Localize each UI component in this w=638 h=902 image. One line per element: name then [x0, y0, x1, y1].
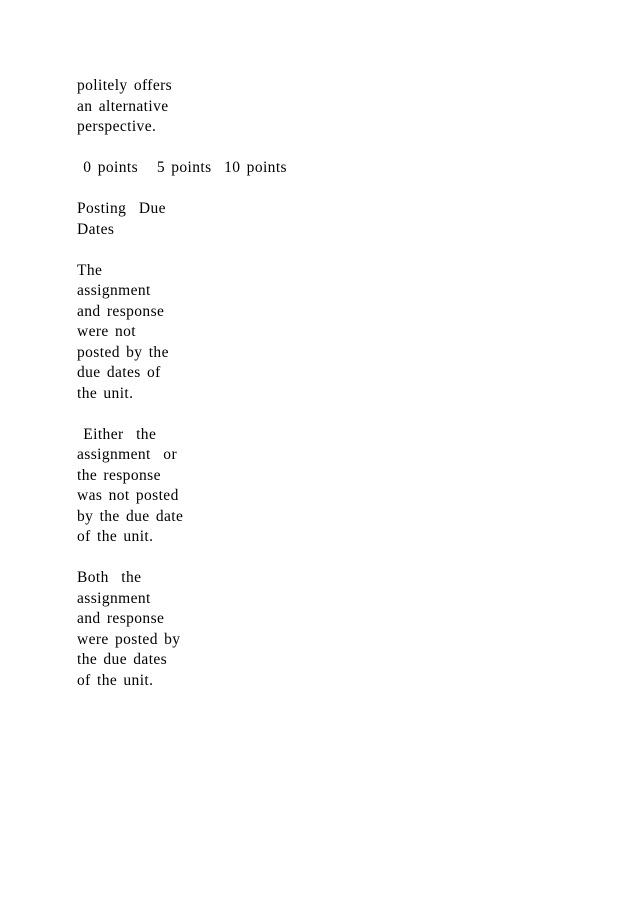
text-line: Both the — [77, 569, 142, 586]
level-5-description — [77, 425, 437, 548]
spacer — [77, 179, 437, 200]
text-line: by the due date — [77, 507, 184, 525]
text-line: were not — [77, 323, 136, 340]
spacer — [77, 240, 437, 261]
text-line: assignment — [77, 282, 151, 299]
text-line: was not posted — [77, 487, 179, 504]
text-line: an alternative — [77, 97, 169, 115]
criterion-title — [77, 199, 437, 240]
text-line: Dates — [77, 220, 115, 238]
text-line: perspective. — [77, 118, 157, 135]
text-line: and response — [77, 302, 165, 320]
spacer — [77, 548, 437, 569]
text-line: and response — [77, 610, 165, 627]
text-line: The — [77, 261, 103, 279]
rubric-text — [77, 76, 437, 691]
text-line: assignment — [77, 589, 151, 607]
text-line: of the unit. — [77, 671, 154, 689]
text-line: the unit. — [77, 384, 134, 402]
text-line: were posted by — [77, 630, 181, 648]
points-row: 0 points 5 points 10 points — [77, 159, 287, 176]
level-0-description — [77, 261, 437, 405]
text-line: politely offers — [77, 77, 173, 94]
text-line: Posting Due — [77, 200, 166, 217]
text-line: Either the — [77, 425, 157, 443]
text-line: the response — [77, 466, 161, 484]
text-line: the due dates — [77, 651, 168, 668]
text-line: due dates of — [77, 364, 161, 381]
text-line: of the unit. — [77, 528, 154, 545]
spacer — [77, 404, 437, 425]
level-10-description — [77, 568, 437, 691]
text-line: posted by the — [77, 343, 169, 361]
criterion-description-tail — [77, 76, 437, 138]
spacer — [77, 138, 437, 159]
text-line: assignment or — [77, 446, 178, 463]
